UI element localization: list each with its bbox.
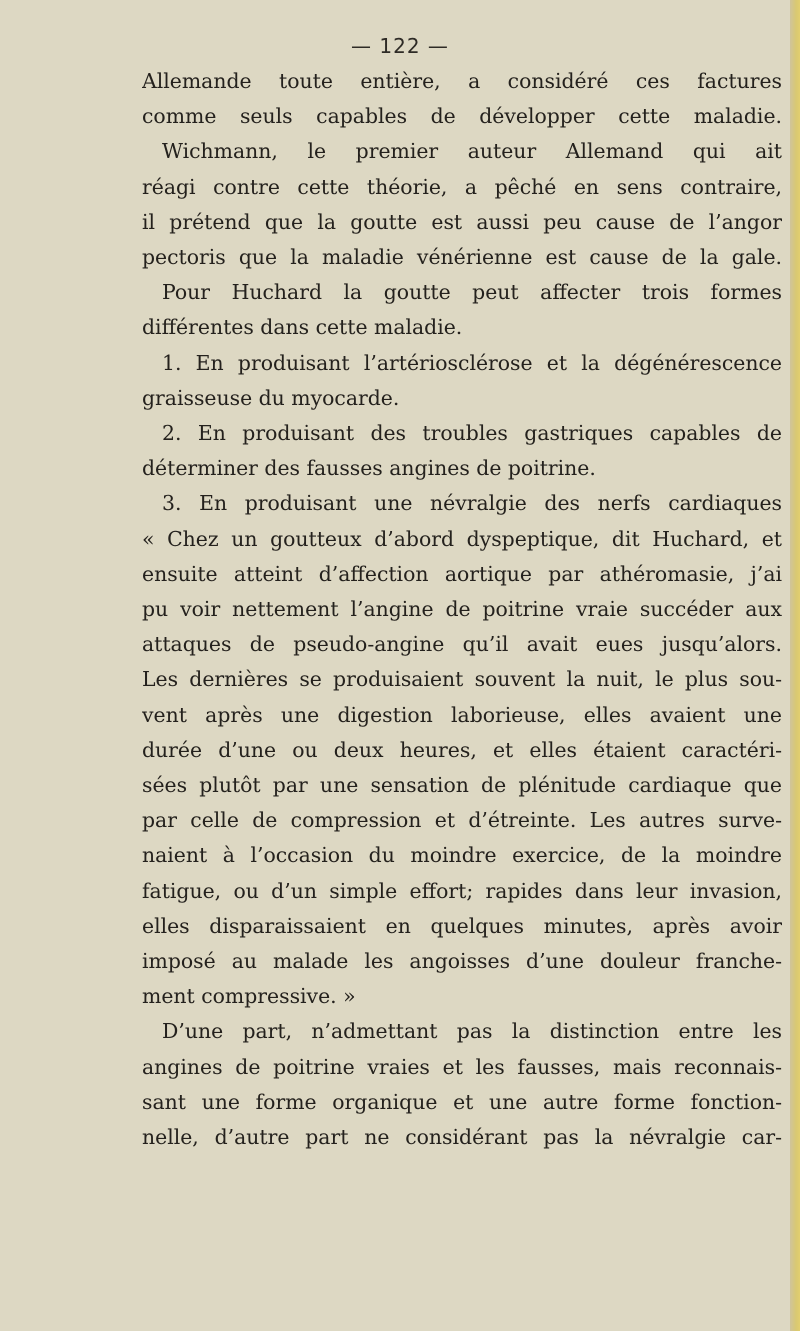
text-line: déterminer des fausses angines de poitrine. [142,456,596,481]
text-line: sées plutôt par une sensation de plénitude cardiaque que [142,773,782,798]
text-line: angines de poitrine vraies et les fausses, mais reconnais- [142,1054,782,1079]
body-text [142,64,782,1155]
text-line: ensuite atteint d’affection aortique par athéromasie, j’ai [142,561,782,586]
text-line: Allemande toute entière, a considéré ces factures [142,69,782,93]
text-line: graisseuse du myocarde. [142,385,400,410]
page-number: — 122 — [351,34,449,58]
text-line: « Chez un goutteux d’abord dyspeptique, dit Huchard, et [142,526,782,551]
text-line: D’une part, n’admettant pas la distinction entre les [162,1019,782,1044]
text-line: il prétend que la goutte est aussi peu cause de l’angor [142,209,782,234]
text-line: 1. En produisant l’artériosclérose et la dégénérescence [162,350,782,375]
text-line: différentes dans cette maladie. [142,315,463,340]
text-line: naient à l’occasion du moindre exercice, de la moindre [142,843,782,868]
text-line: nelle, d’autre part ne considérant pas la névralgie car- [142,1125,782,1150]
text-line: sant une forme organique et une autre forme fonction- [142,1089,782,1114]
text-line: ment compressive. » [142,984,356,1009]
text-line: 2. En produisant des troubles gastriques capables de [162,421,782,446]
text-line: par celle de compression et d’étreinte. Les autres surve- [142,808,782,833]
page-edge [790,0,800,1331]
text-line: elles disparaissaient en quelques minutes, après avoir [142,913,782,938]
text-line: pectoris que la maladie vénérienne est cause de la gale. [142,245,782,270]
text-line: Les dernières se produisaient souvent la nuit, le plus sou- [142,667,782,692]
text-line: réagi contre cette théorie, a pêché en sens contraire, [142,174,782,199]
text-line: imposé au malade les angoisses d’une douleur franche- [142,949,782,974]
text-line: attaques de pseudo-angine qu’il avait eues jusqu’alors. [142,632,782,657]
text-line: comme seuls capables de développer cette maladie. [142,104,782,129]
text-line: fatigue, ou d’un simple effort; rapides dans leur invasion, [142,878,782,903]
text-line: 3. En produisant une névralgie des nerfs cardiaques [162,491,782,516]
text-line: vent après une digestion laborieuse, elles avaient une [142,702,782,727]
text-line: Pour Huchard la goutte peut affecter trois formes [162,280,782,305]
text-line: pu voir nettement l’angine de poitrine vraie succéder aux [142,597,782,622]
text-line: durée d’une ou deux heures, et elles étaient caractéri- [142,737,782,762]
text-line: Wichmann, le premier auteur Allemand qui ait [162,139,782,164]
